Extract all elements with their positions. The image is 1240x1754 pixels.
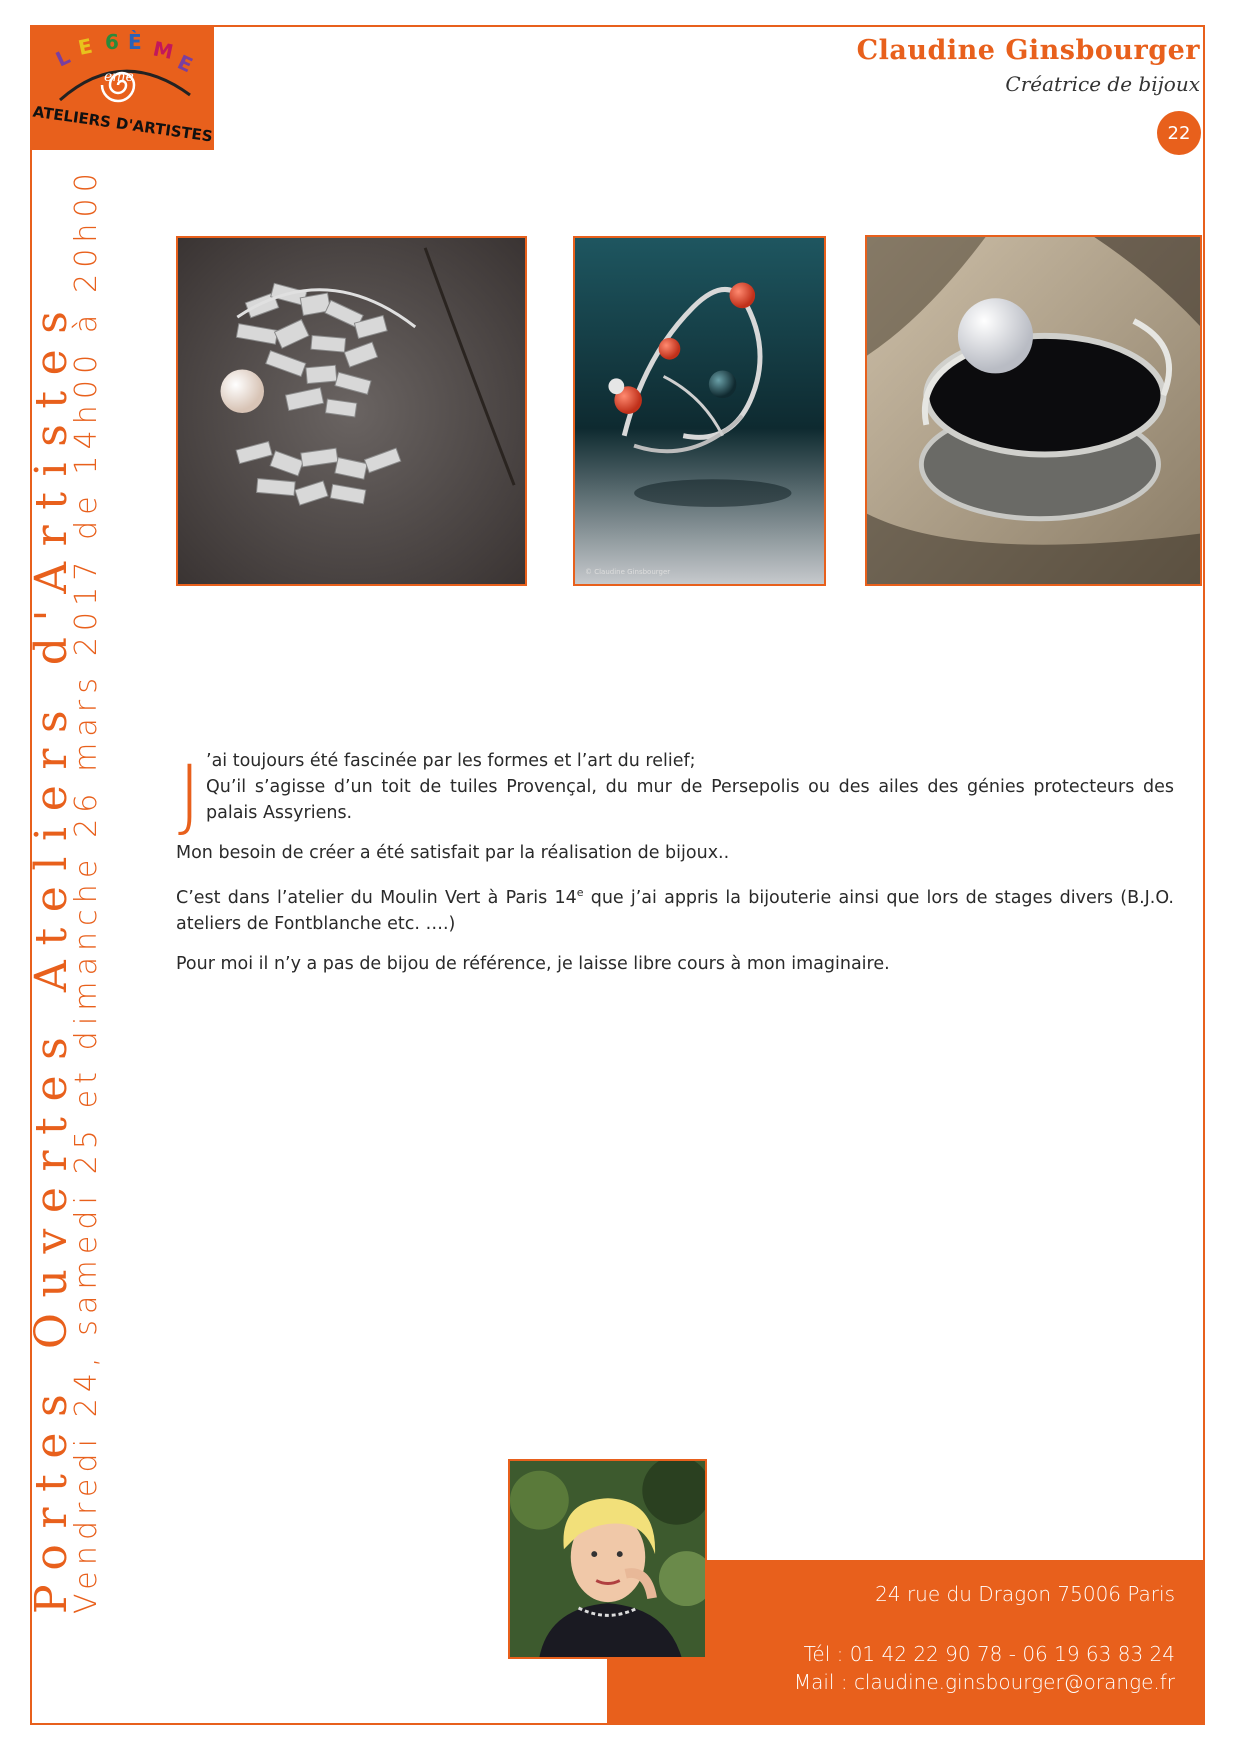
svg-text:M: M [150,36,176,65]
svg-text:6: 6 [105,30,119,54]
artist-role: Créatrice de bijoux [1005,72,1200,96]
jewel-photo-3 [865,235,1202,586]
contact-phone[interactable]: Tél : 01 42 22 90 78 - 06 19 63 83 24 [803,1642,1175,1666]
logo [30,25,214,150]
bio-line-1: ’ai toujours été fascinée par les formes et l’art du relief; [206,751,696,771]
bio-paragraph-4: Pour moi il n’y a pas de bijou de référence, je laisse libre cours à mon imaginaire. [176,953,890,974]
event-title: Portes Ouvertes Ateliers d'Artistes [26,295,77,1614]
artist-portrait [508,1459,707,1659]
jewel-photo-1 [176,236,527,586]
svg-text:È: È [128,30,142,54]
photo-credit: © Claudine Ginsbourger [585,568,671,576]
bio-paragraph-2: Mon besoin de créer a été satisfait par la réalisation de bijoux.. [176,843,730,863]
logo-text: ATELIERS D'ARTISTES [31,102,214,146]
svg-text:L: L [51,44,74,72]
artist-bio [176,748,1174,991]
contact-mail[interactable]: Mail : claudine.ginsbourger@orange.fr [793,1670,1175,1694]
dropcap: J [178,750,202,840]
artist-name: Claudine Ginsbourger [856,35,1200,66]
event-dates: Vendredi 24, samedi 25 et dimanche 26 mars 2017 de 14h00 à 20h00 [69,167,104,1614]
contact-address: 24 rue du Dragon 75006 Paris [875,1582,1175,1606]
logo-script-text: eme [104,69,134,85]
svg-text:E: E [76,33,95,60]
bio-line-2: Qu’il s’agisse d’un toit de tuiles Provençal, du mur de Persepolis ou des ailes des génies protecteurs des palais Assyriens. [206,777,1174,823]
svg-text:E: E [173,49,197,78]
bio-paragraph-3: C’est dans l’atelier du Moulin Vert à Paris 14e que j’ai appris la bijouterie ainsi que lors de stages divers (B.J.O. ateliers de Fontblanche etc. ….) [176,886,1174,934]
page-number: 22 [1157,111,1201,155]
bio-intro [176,748,1174,840]
jewel-photo-2 [573,236,826,586]
